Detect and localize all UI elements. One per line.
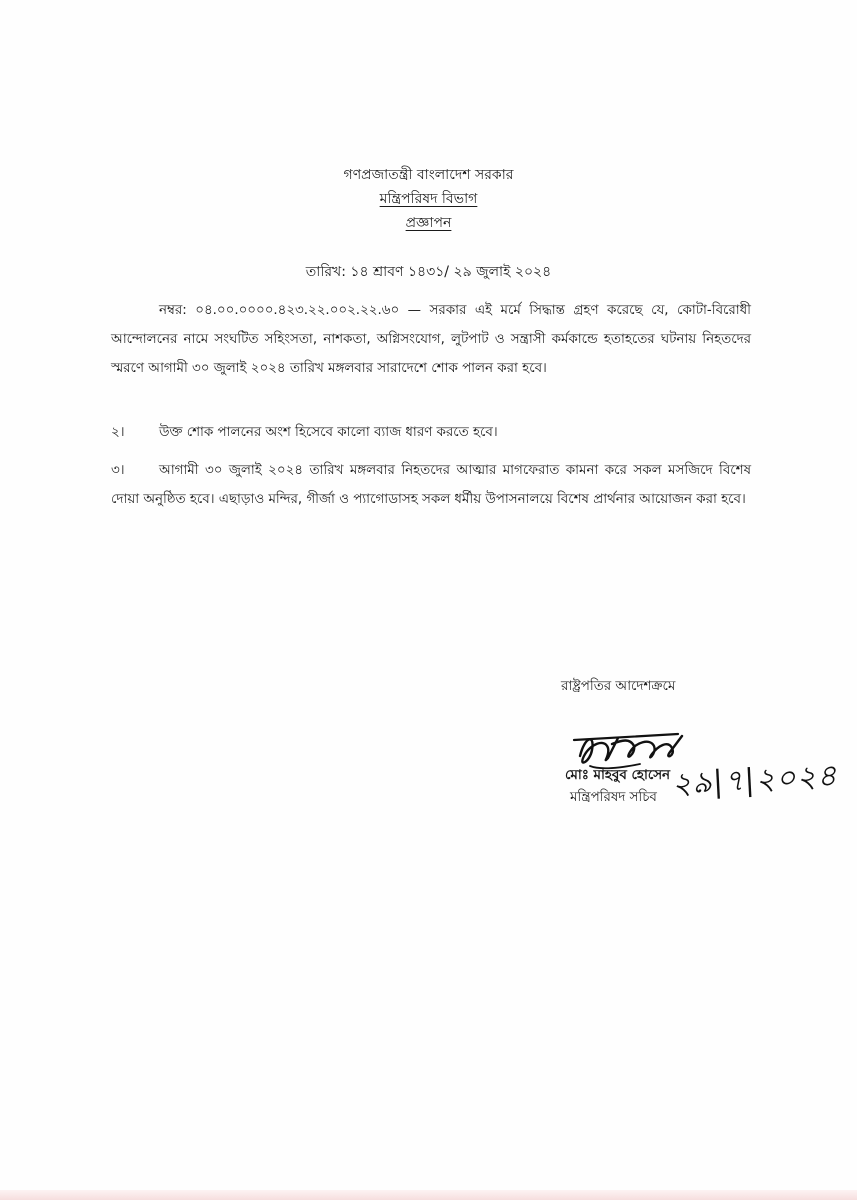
- paragraph-1: [111, 296, 751, 383]
- signer-title: মন্ত্রিপরিষদ সচিব: [570, 790, 657, 805]
- scan-edge-strip: [0, 1190, 857, 1200]
- paragraph-3-number: ৩।: [111, 463, 125, 478]
- document-header: [0, 163, 857, 235]
- document-type: প্রজ্ঞাপন: [405, 215, 452, 231]
- paragraph-2-text: উক্ত শোক পালনের অংশ হিসেবে কালো ব্যাজ ধারণ করতে হবে।: [159, 425, 498, 440]
- paragraph-1-text: নম্বর: ০৪.০০.০০০০.৪২৩.২২.০০২.২২.৬০ — সরকার এই মর্মে সিদ্ধান্ত গ্রহণ করেছে যে, কোটা-বিরোধী আন্দোলনের নামে সংঘটিত সহিংসতা, নাশকতা, অগ্নিসংযোগ, লুটপাট ও সন্ত্রাসী কর্মকান্ডে হতাহতের ঘটনায় নিহতদের স্মরণে আগামী ৩০ জুলাই ২০২৪ তারিখ মঙ্গলবার সারাদেশে শোক পালন করা হবে।: [111, 303, 751, 376]
- paragraph-3-text: আগামী ৩০ জুলাই ২০২৪ তারিখ মঙ্গলবার নিহতদের আত্মার মাগফেরাত কামনা করে সকল মসজিদে বিশেষ দোয়া অনুষ্ঠিত হবে। এছাড়াও মন্দির, গীর্জা ও প্যাগোডাসহ সকল ধর্মীয় উপাসনালয়ে বিশেষ প্রার্থনার আয়োজন করা হবে।: [111, 463, 751, 507]
- paragraph-3: [111, 456, 751, 514]
- paragraph-2-number: ২।: [111, 425, 125, 440]
- division-name: মন্ত্রিপরিষদ বিভাগ: [379, 191, 478, 207]
- government-name: গণপ্রজাতন্ত্রী বাংলাদেশ সরকার: [343, 167, 514, 183]
- signer-name: মোঃ মাহবুব হোসেন: [565, 768, 671, 783]
- document-date: তারিখ: ১৪ শ্রাবণ ১৪৩১/ ২৯ জুলাই ২০২৪: [305, 264, 552, 280]
- handwritten-date: ২৯|৭|২০২৪: [671, 758, 839, 802]
- paragraph-2: [111, 418, 751, 447]
- presidential-order-line: রাষ্ট্রপতির আদেশক্রমে: [561, 679, 676, 694]
